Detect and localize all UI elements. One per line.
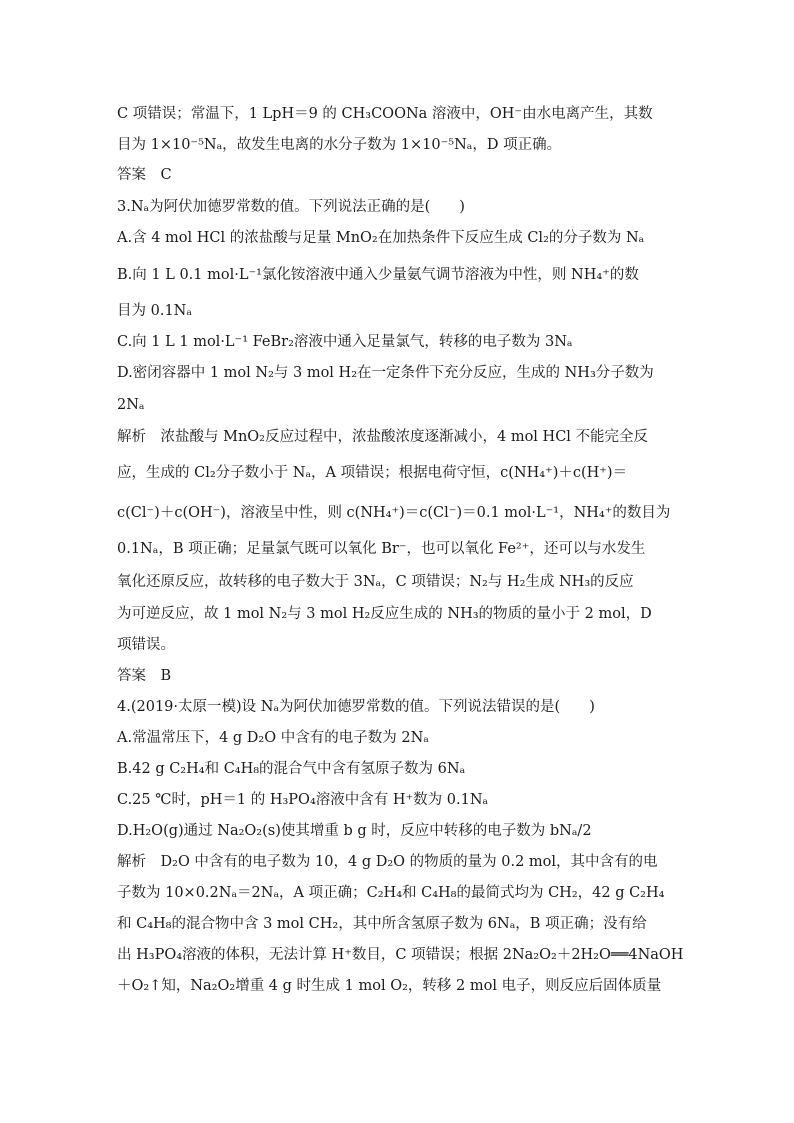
text-line: 目为 1×10⁻⁵Nₐ，故发生电离的水分子数为 1×10⁻⁵Nₐ，D 项正确。 bbox=[117, 137, 562, 153]
question-3-option-a: A.含 4 mol HCl 的浓盐酸与足量 MnO₂在加热条件下反应生成 Cl₂的分子数为 Nₐ bbox=[117, 230, 645, 246]
question-4-stem: 4.(2019·太原一模)设 Nₐ为阿伏加德罗常数的值。下列说法错误的是( ) bbox=[117, 699, 595, 715]
text-line: 氧化还原反应，故转移的电子数大于 3Nₐ，C 项错误；N₂与 H₂生成 NH₃的反应 bbox=[117, 574, 634, 590]
question-4-option-d: D.H₂O(g)通过 Na₂O₂(s)使其增重 b g 时，反应中转移的电子数为 bNₐ/2 bbox=[117, 823, 592, 839]
question-3-option-c: C.向 1 L 1 mol·L⁻¹ FeBr₂溶液中通入足量氯气，转移的电子数为 3Nₐ bbox=[117, 334, 573, 350]
answer-line: 答案 C bbox=[117, 167, 172, 183]
text-line: 和 C₄H₈的混合物中含 3 mol CH₂，其中所含氢原子数为 6Nₐ，B 项正确；没有给 bbox=[117, 916, 647, 932]
question-4-option-c: C.25 ℃时，pH＝1 的 H₃PO₄溶液中含有 H⁺数为 0.1Nₐ bbox=[117, 792, 489, 808]
text-line: 2Nₐ bbox=[117, 397, 145, 413]
question-3-option-d: D.密闭容器中 1 mol N₂与 3 mol H₂在一定条件下充分反应，生成的 NH₃分子数为 bbox=[117, 365, 654, 381]
explanation-line: 解析 D₂O 中含有的电子数为 10，4 g D₂O 的物质的量为 0.2 mol，其中含有的电 bbox=[117, 854, 658, 870]
question-4-option-a: A.常温常压下，4 g D₂O 中含有的电子数为 2Nₐ bbox=[117, 730, 429, 746]
text-line: 目为 0.1Nₐ bbox=[117, 303, 192, 319]
text-line: 子数为 10×0.2Nₐ＝2Nₐ，A 项正确；C₂H₄和 C₄H₈的最简式均为 CH₂，42 g C₂H₄ bbox=[117, 885, 665, 901]
answer-line: 答案 B bbox=[117, 668, 172, 684]
question-3-stem: 3.Nₐ为阿伏加德罗常数的值。下列说法正确的是( ) bbox=[117, 199, 465, 215]
text-line: C 项错误；常温下，1 LpH＝9 的 CH₃COONa 溶液中，OH⁻由水电离产生，其数 bbox=[117, 106, 653, 122]
text-line: 应，生成的 Cl₂分子数小于 Nₐ，A 项错误；根据电荷守恒，c(NH₄⁺)＋c(H⁺)＝ bbox=[117, 465, 628, 481]
text-line: 项错误。 bbox=[117, 637, 175, 653]
text-line: 为可逆反应，故 1 mol N₂与 3 mol H₂反应生成的 NH₃的物质的量小于 2 mol，D bbox=[117, 606, 652, 622]
text-line: 0.1Nₐ，B 项正确；足量氯气既可以氧化 Br⁻，也可以氧化 Fe²⁺，还可以与水发生 bbox=[117, 541, 646, 557]
text-line: c(Cl⁻)＋c(OH⁻)，溶液呈中性，则 c(NH₄⁺)＝c(Cl⁻)＝0.1 mol·L⁻¹，NH₄⁺的数目为 bbox=[117, 505, 671, 521]
question-4-option-b: B.42 g C₂H₄和 C₄H₈的混合气中含有氢原子数为 6Nₐ bbox=[117, 761, 466, 777]
question-3-option-b: B.向 1 L 0.1 mol·L⁻¹氯化铵溶液中通入少量氨气调节溶液为中性，则 NH₄⁺的数 bbox=[117, 267, 639, 283]
text-line: 出 H₃PO₄溶液的体积，无法计算 H⁺数目，C 项错误；根据 2Na₂O₂＋2H₂O══4NaOH bbox=[117, 947, 684, 963]
text-line: ＋O₂↑知，Na₂O₂增重 4 g 时生成 1 mol O₂，转移 2 mol 电子，则反应后固体质量 bbox=[117, 978, 662, 994]
explanation-line: 解析 浓盐酸与 MnO₂反应过程中，浓盐酸浓度逐渐减小，4 mol HCl 不能完全反 bbox=[117, 429, 649, 445]
